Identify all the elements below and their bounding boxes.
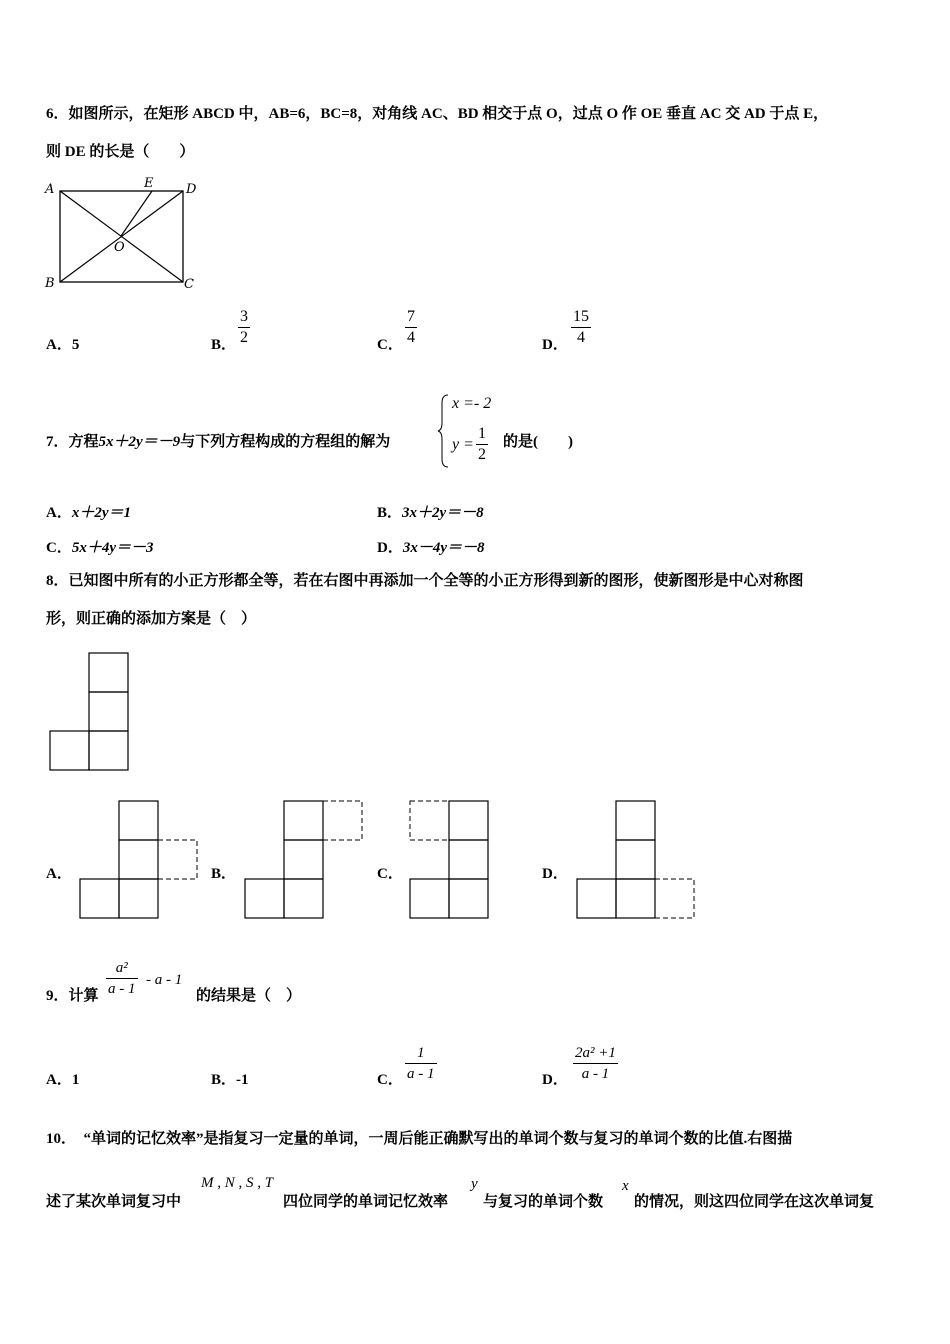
- q10-vars: M , N , S , T: [201, 1175, 274, 1191]
- q9-prefix: 9．计算: [46, 988, 99, 1004]
- q9-option-d-letter[interactable]: D．: [542, 1072, 568, 1088]
- q9-option-b[interactable]: B．-1: [211, 1072, 249, 1088]
- q6-option-d-fraction: $\frac{15}{4}$: [573, 308, 589, 346]
- q6-stem-line2: 则 DE 的长是（ ）: [46, 144, 195, 160]
- label-b: B: [45, 276, 55, 291]
- q8-option-a-letter[interactable]: A．: [46, 866, 72, 882]
- q10-stem-line2a: 述了某次单词复习中: [46, 1194, 182, 1210]
- q9-suffix: 的结果是（ ）: [196, 988, 302, 1004]
- q7-middle: 与下列方程构成的方程组的解为: [180, 434, 391, 450]
- q10-stem-line2c: 与复习的单词个数: [483, 1194, 604, 1210]
- q8-option-d-letter[interactable]: D．: [542, 866, 568, 882]
- q9-option-c-letter[interactable]: C．: [377, 1072, 403, 1088]
- q8-stem-line1: 8．已知图中所有的小正方形都全等，若在右图中再添加一个全等的小正方形得到新的图形，使新图形是中心对称图: [46, 573, 804, 589]
- label-d: D: [186, 182, 197, 197]
- q9-option-a[interactable]: A．1: [46, 1072, 80, 1088]
- q6-rectangle-figure: [40, 175, 210, 295]
- q9-fraction: $\frac{\text{a²}}{a - 1}$: [108, 960, 136, 997]
- q8-base-figure: [49, 652, 131, 772]
- label-c: C: [184, 277, 194, 292]
- q10-y: y: [471, 1176, 478, 1192]
- q6-option-c-fraction: $\frac{7}{4}$: [407, 308, 415, 346]
- q7-stem: [46, 430, 390, 451]
- q10-stem-line2b: 四位同学的单词记忆效率: [283, 1194, 449, 1210]
- segment-oe: [121, 191, 152, 236]
- label-a: A: [45, 182, 55, 197]
- q6-option-b-letter[interactable]: B．: [211, 337, 237, 353]
- q7-option-b[interactable]: B．3x＋2y＝－8: [377, 505, 484, 521]
- q8-option-b-figure[interactable]: [244, 800, 366, 922]
- q8-stem-line2: 形，则正确的添加方案是（ ）: [46, 611, 257, 627]
- q7-option-a[interactable]: A．x＋2y＝1: [46, 505, 132, 521]
- q7-brace: [438, 393, 450, 469]
- q7-prefix: 7．方程: [46, 434, 99, 450]
- q9-tail: - a - 1: [146, 972, 183, 988]
- q8-option-a-figure[interactable]: [79, 800, 201, 922]
- q7-option-d[interactable]: D．3x－4y＝－8: [377, 540, 485, 556]
- q6-option-b-fraction: $\frac{3}{2}$: [240, 308, 248, 346]
- q7-system-x: x =- 2: [452, 395, 492, 412]
- q6-option-a-letter: A．: [46, 337, 72, 353]
- q10-stem-line2d: 的情况，则这四位同学在这次单词复: [634, 1194, 875, 1210]
- q8-option-d-figure[interactable]: [576, 800, 698, 922]
- q9-option-c-fraction: $\frac{1}{a - 1}$: [407, 1045, 435, 1082]
- q7-system-y-fraction: $\frac{1}{2}$: [478, 425, 486, 463]
- label-e: E: [144, 176, 154, 191]
- q7-option-c[interactable]: C．5x＋4y＝－3: [46, 540, 154, 556]
- q7-suffix: 的是( ): [503, 434, 573, 450]
- q6-option-c-letter[interactable]: C．: [377, 337, 403, 353]
- q6-option-d-letter[interactable]: D．: [542, 337, 568, 353]
- q7-system-y: y =: [452, 436, 474, 453]
- q6-stem-line1: 6．如图所示，在矩形 ABCD 中，AB=6，BC=8，对角线 AC、BD 相交于点 O，过点 O 作 OE 垂直 AC 交 AD 于点 E，: [46, 106, 829, 122]
- q6-option-a[interactable]: [46, 333, 79, 354]
- q6-option-a-value: 5: [71, 337, 80, 353]
- q10-stem-line1: 10． “单词的记忆效率”是指复习一定量的单词，一周后能正确默写出的单词个数与复习的单词个数的比值.右图描: [46, 1131, 793, 1147]
- q8-option-c-letter[interactable]: C．: [377, 866, 403, 882]
- label-o: O: [114, 240, 125, 255]
- q8-option-c-figure[interactable]: [409, 800, 531, 922]
- q8-option-b-letter[interactable]: B．: [211, 866, 237, 882]
- q7-equation: 5x＋2y＝－9: [98, 434, 181, 450]
- q9-option-d-fraction: $\frac{\text{2a² +1}}{a - 1}$: [575, 1045, 616, 1082]
- q10-x: x: [622, 1178, 629, 1194]
